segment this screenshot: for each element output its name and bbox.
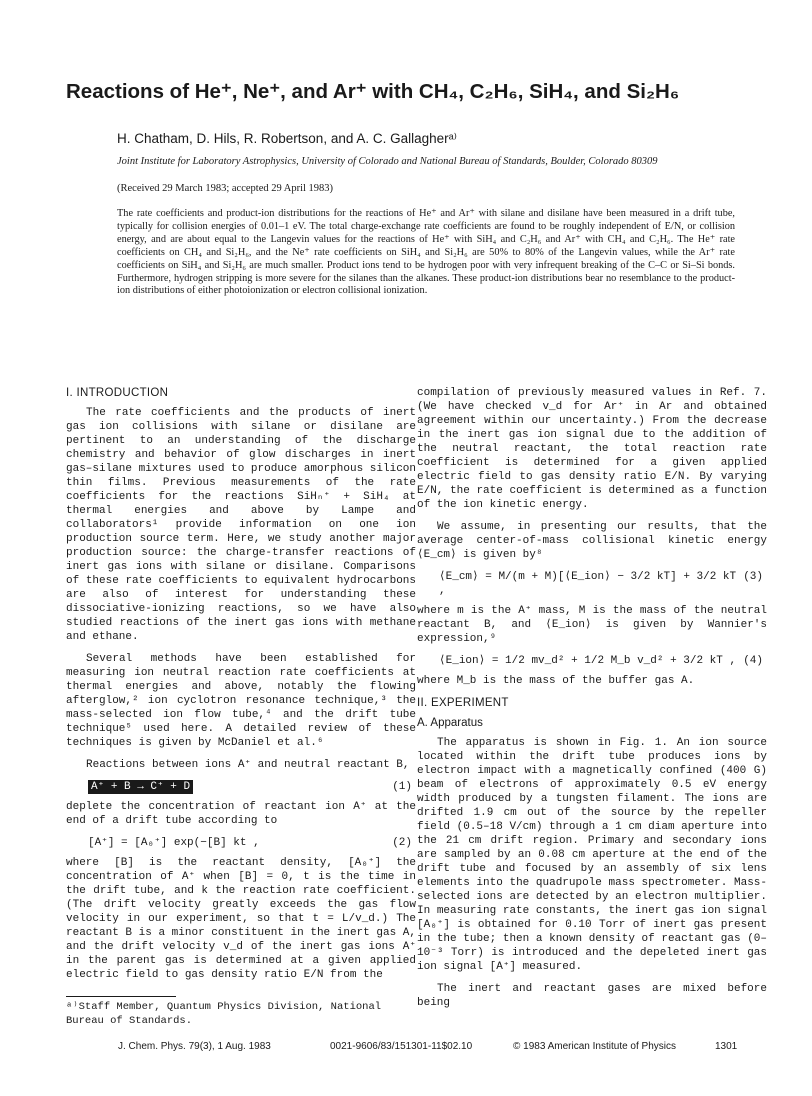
equation-2: [66, 836, 416, 850]
intro-paragraph-3: Reactions between ions A⁺ and neutral reactant B,: [86, 759, 410, 771]
right-paragraph-1: compilation of previously measured values in Ref. 7. (We have checked v_d for Ar⁺ in Ar and obtained agreement within our uncertainty.) From the decrease in the inert gas ion signal due to the addition of the neutral reactant, the total reaction rate coefficient is determined for a given applied electric field to gas density ratio E/N. By varying E/N, the rate coefficient is determined as a function of the ion kinetic energy.: [417, 387, 767, 511]
affiliation: Joint Institute for Laboratory Astrophysics, University of Colorado and National Bureau of Standards, Boulder, Colorado 80309: [117, 156, 658, 167]
section-heading-experiment: II. EXPERIMENT: [417, 697, 509, 709]
subsection-heading-apparatus: A. Apparatus: [417, 717, 483, 729]
received-dates: (Received 29 March 1983; accepted 29 April 1983): [117, 183, 334, 194]
equation-1: [66, 780, 416, 794]
equation-4-number: (4): [743, 655, 763, 667]
intro-paragraph-1: The rate coefficients and the products of inert gas ion collisions with silane or disilane are pertinent to an understanding of the discharge chemistry and behavior of glow discharges in inert gas–silane mixtures used to produce amorphous silicon thin films. Previous measurements of the rate coefficients for the reactions SiHₙ⁺ + SiH₄ at thermal energies and above by Lampe and collaborators¹ provide information on one ion production source term. Here, we study another major production source: the charge-transfer reactions of inert gas ions with silane or disilane. Comparisons of these rate coefficients to equivalent hydrocarbons are also of interest for understanding these dissociative-ionizing reactions, so we have also studied reactions of the inert gas ions with methane and ethane.: [66, 407, 416, 643]
right-column: [417, 386, 767, 1018]
author-list: H. Chatham, D. Hils, R. Robertson, and A. C. Gallagherᵃ⁾: [117, 131, 457, 146]
footer-copyright: © 1983 American Institute of Physics: [513, 1041, 677, 1052]
footer-journal: J. Chem. Phys. 79(3), 1 Aug. 1983: [118, 1041, 271, 1052]
apparatus-paragraph: The apparatus is shown in Fig. 1. An ion source located within the drift tube produces ions by electron impact with a magnetically confined (400 G) beam of electrons of approximately 0.5 eV energy width produced by a tungsten filament. The ions are drifted 1.9 cm out of the source by the repeller field (0.5–18 V/cm) through a 1 cm diam aperture into the 21 cm drift region. Primary and secondary ions are sampled by an 0.08 cm aperture at the end of the drift tube and focused by an assembly of six lens elements into the quadrupole mass spectrometer. Mass-selected ions are detected by an electron multiplier. In measuring rate constants, the inert gas ion signal [A₀⁺] is obtained for 0.10 Torr of inert gas present in the tube; then a known density of reactant gas (0–10⁻³ Torr) is introduced and the depeleted inert gas ion signal [A⁺] measured.: [417, 737, 767, 973]
left-column: [66, 386, 416, 990]
equation-3-number: (3): [743, 571, 763, 583]
right-paragraph-last: The inert and reactant gases are mixed before being: [417, 983, 767, 1009]
footer-page-number: 1301: [715, 1041, 738, 1052]
paper-title: Reactions of He⁺, Ne⁺, and Ar⁺ with CH₄, C₂H₆, SiH₄, and Si₂H₆: [66, 80, 680, 103]
intro-paragraph-2: Several methods have been established for measuring ion neutral reaction rate coefficients at thermal energies and above, notably the flowing afterglow,² ion cyclotron resonance technique,³ the mass-selected ion flow tube,⁴ and the drift tube technique⁵ used here. A detailed review of these techniques is given by McDaniel et al.⁶: [66, 653, 416, 749]
footnote-rule: [66, 996, 176, 997]
right-paragraph-3: where m is the A⁺ mass, M is the mass of the neutral reactant B, and ⟨E_ion⟩ is given by Wannier's expression,⁹: [417, 605, 767, 645]
footnote: ᵃ⁾Staff Member, Quantum Physics Division, National Bureau of Standards.: [66, 1001, 382, 1027]
equation-2-number: (2): [392, 837, 412, 849]
equation-1-number: (1): [392, 781, 412, 793]
intro-paragraph-5: where [B] is the reactant density, [A₀⁺] the concentration of A⁺ when [B] = 0, t is the time in the drift tube, and k the reaction rate coefficient. (The drift velocity greatly exceeds the gas flow velocity in our experiment, so that t = L/v_d.) The reactant B is a minor constituent in the inert gas A, and the drift velocity v_d of the inert gas ions A⁺ in the parent gas is determined at a given applied electric field to gas density ratio E/N from the: [66, 857, 416, 981]
equation-2-expression: [A⁺] = [A₀⁺] exp(−[B] kt ,: [88, 837, 260, 849]
equation-3-expression: ⟨E_cm⟩ = M/(m + M)[⟨E_ion⟩ − 3/2 kT] + 3/2 kT ,: [439, 571, 737, 597]
abstract: The rate coefficients and product-ion distributions for the reactions of He⁺ and Ar⁺ with silane and disilane have been measured in a drift tube, typically for collision energies of 0.01–1 eV. The total charge-exchange rate coefficients are found to be roughly independent of E/N, or collision energy, and are about equal to the Langevin values for the reactions of He⁺ with SiH₄ and C₂H₆ and Ar⁺ with CH₄ and C₂H₆. The He⁺ rate coefficients on CH₄ and Si₂H₆, and the Ne⁺ rate coefficients on SiH₄ and Si₂H₆ are 50% to 80% of the Langevin values, while the Ar⁺ rate coefficients on SiH₄ and Si₂H₆ are much smaller. Product ions tend to be hydrogen poor with very infrequent breaking of the C–C or Si–Si bonds. Furthermore, hydrogen stripping is more severe for the silanes than the alkanes. These product-ion distributions bear no resemblance to the product-ion distributions of either photoionization or electron collisional ionization.: [117, 208, 735, 297]
right-paragraph-2: We assume, in presenting our results, that the average center-of-mass collisional kinetic energy ⟨E_cm⟩ is given by⁸: [417, 521, 767, 561]
equation-4-expression: ⟨E_ion⟩ = 1/2 mv_d² + 1/2 M_b v_d² + 3/2 kT ,: [439, 655, 737, 667]
intro-paragraph-4: deplete the concentration of reactant ion A⁺ at the end of a drift tube according to: [66, 801, 416, 827]
equation-4: [417, 654, 767, 668]
section-heading-introduction: I. INTRODUCTION: [66, 387, 169, 399]
equation-1-expression: A⁺ + B → C⁺ + D: [88, 780, 193, 794]
footer-code: 0021-9606/83/151301-11$02.10: [330, 1041, 473, 1052]
equation-3: [417, 570, 767, 598]
right-paragraph-4: where M_b is the mass of the buffer gas A.: [417, 675, 695, 687]
